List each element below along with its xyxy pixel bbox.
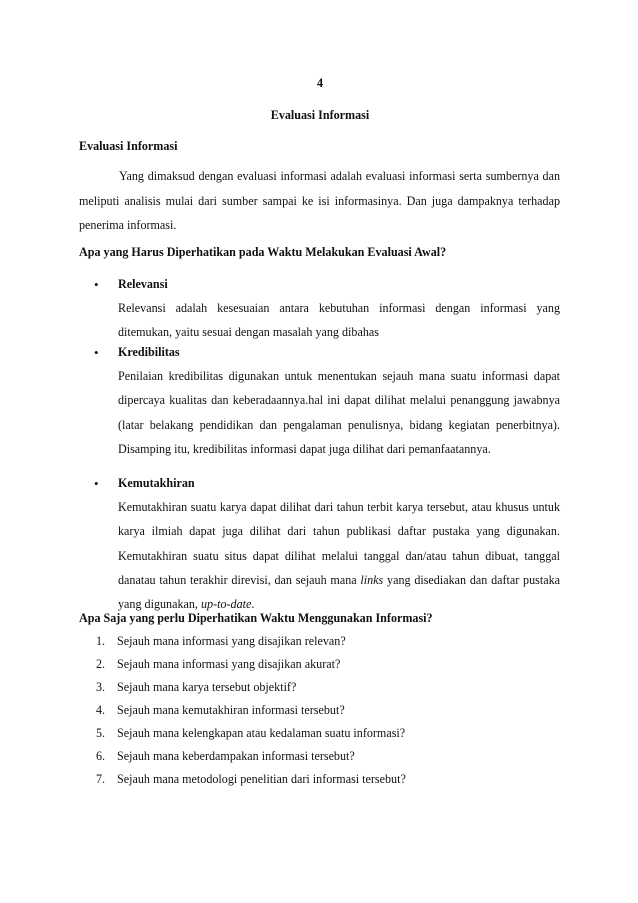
- list-item: [96, 680, 560, 695]
- bullet-body: [118, 495, 560, 616]
- list-item: [96, 634, 560, 649]
- list-text: Sejauh mana kelengkapan atau kedalaman suatu informasi?: [117, 726, 406, 740]
- bullet-body-italic: links: [360, 572, 384, 587]
- list-text: Sejauh mana kemutakhiran informasi tersebut?: [117, 703, 345, 717]
- list-item: [96, 657, 560, 672]
- bullet-icon: •: [94, 277, 99, 292]
- list-number: 7.: [96, 772, 106, 786]
- list-number: 2.: [96, 657, 106, 671]
- bullet-body-text: .: [251, 597, 255, 612]
- list-item: [96, 703, 560, 718]
- section-heading-evaluasi-awal: Apa yang Harus Diperhatikan pada Waktu Melakukan Evaluasi Awal?: [79, 245, 447, 259]
- intro-paragraph-text: Yang dimaksud dengan evaluasi informasi adalah evaluasi informasi serta sumbernya dan meliputi analisis mulai dari sumber sampai ke isi informasinya. Dan juga dampaknya terhadap penerima informasi.: [79, 169, 560, 232]
- list-item: [96, 772, 560, 787]
- section-heading-evaluasi: Evaluasi Informasi: [79, 139, 178, 153]
- list-text: Sejauh mana informasi yang disajikan akurat?: [117, 657, 341, 671]
- list-number: 5.: [96, 726, 106, 740]
- bullet-body-text: yang disediakan dan daftar pustaka yang digunakan,: [118, 572, 560, 612]
- bullet-title: Kemutakhiran: [118, 476, 195, 490]
- bullet-title: Relevansi: [118, 277, 168, 291]
- page-number: 4: [316, 76, 324, 90]
- list-number: 3.: [96, 680, 106, 694]
- list-text: Sejauh mana keberdampakan informasi tersebut?: [117, 749, 355, 763]
- bullet-icon: •: [94, 345, 99, 360]
- list-number: 1.: [96, 634, 106, 648]
- list-number: 6.: [96, 749, 106, 763]
- bullet-body: Relevansi adalah kesesuaian antara kebutuhan informasi dengan informasi yang ditemukan, yaitu sesuai dengan masalah yang dibahas: [118, 301, 560, 340]
- list-item: [96, 749, 560, 764]
- list-text: Sejauh mana informasi yang disajikan relevan?: [117, 634, 346, 648]
- section-heading-menggunakan-informasi: Apa Saja yang perlu Diperhatikan Waktu Menggunakan Informasi?: [79, 611, 433, 625]
- list-text: Sejauh mana karya tersebut objektif?: [117, 680, 297, 694]
- list-text: Sejauh mana metodologi penelitian dari informasi tersebut?: [117, 772, 406, 786]
- bullet-icon: •: [94, 476, 99, 491]
- list-number: 4.: [96, 703, 106, 717]
- bullet-body-text: Kemutakhiran suatu karya dapat dilihat dari tahun terbit karya tersebut, atau khusus untuk karya ilmiah dapat juga dilihat dari tahun publikasi daftar pustaka yang digunakan. Kemutakhiran suatu situs dapat dilihat melalui tanggal dan/atau tahun dibuat, tanggal danatau tahun terakhir direvisi, dan sejauh mana: [118, 500, 560, 587]
- list-item: [96, 726, 560, 741]
- bullet-body: Penilaian kredibilitas digunakan untuk menentukan sejauh mana suatu informasi dapat dipercaya kualitas dan keberadaannya.hal ini dapat dilihat melalui penanggung jawabnya (latar belakang pendidikan dan pengalaman penulisnya, bidang kegiatan penerbitnya). Disamping itu, kredibilitas informasi dapat juga dilihat dari pemanfaatannya.: [118, 369, 560, 456]
- bullet-body-italic: up-to-date: [200, 597, 252, 612]
- chapter-title: Evaluasi Informasi: [270, 108, 370, 122]
- intro-paragraph: [79, 164, 560, 238]
- bullet-title: Kredibilitas: [118, 345, 180, 359]
